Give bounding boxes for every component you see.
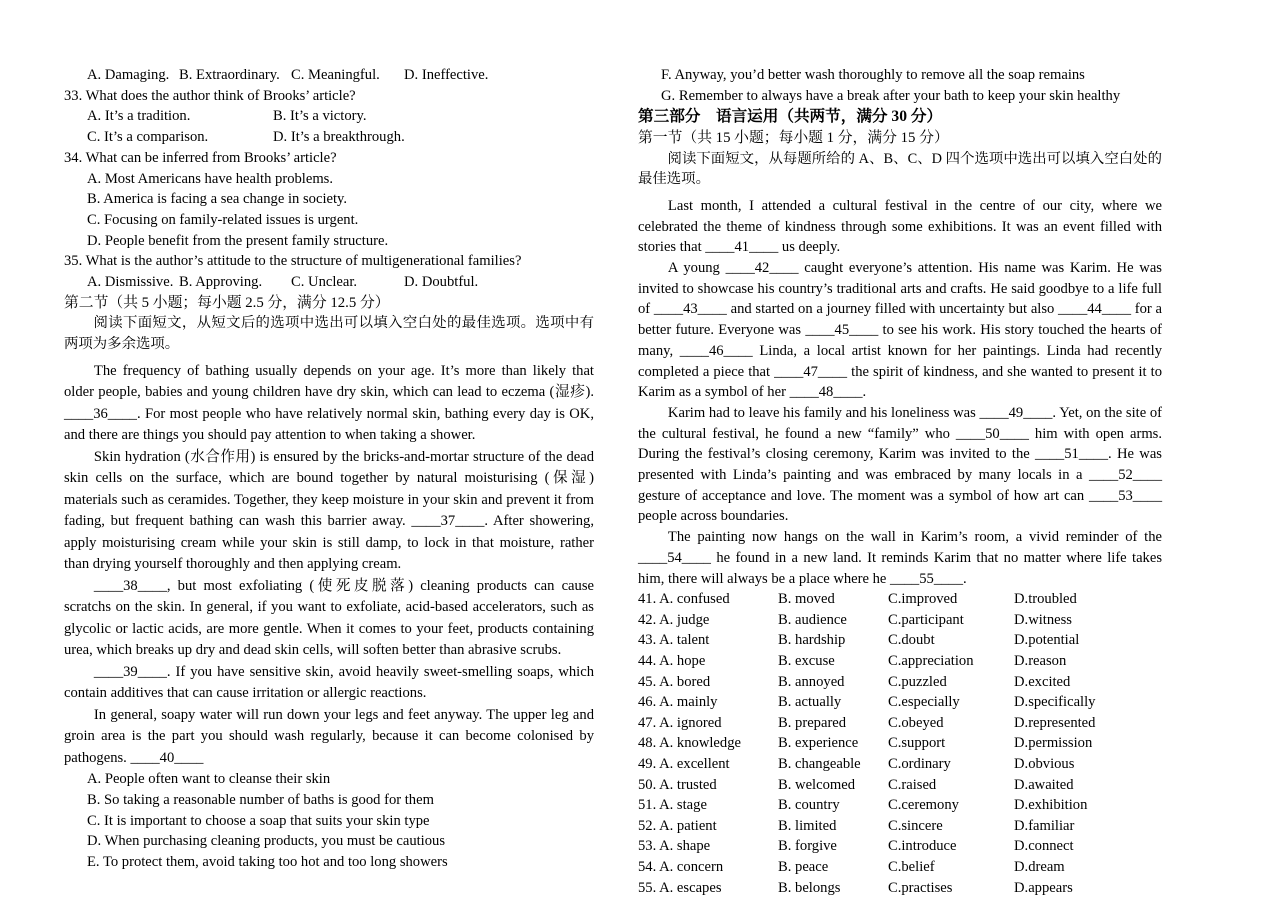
question-number: 47. xyxy=(638,714,657,731)
cloze-option-c: C.improved xyxy=(888,591,958,608)
cloze-row-48 xyxy=(638,733,1162,754)
cloze-options-table xyxy=(638,589,1162,898)
cloze-option-b: B. forgive xyxy=(778,838,837,855)
cloze-option-c: C.ordinary xyxy=(888,756,951,773)
cloze-option-d: D.exhibition xyxy=(1014,797,1088,814)
cloze-option-d: D.excited xyxy=(1014,673,1071,690)
cloze-option-a xyxy=(638,795,778,816)
cloze-option-c: C.raised xyxy=(888,776,937,793)
question-number: 55. xyxy=(638,879,657,896)
cloze-option-c: C.sincere xyxy=(888,817,943,834)
question-35-options-row xyxy=(64,272,594,293)
cloze-option-c: C.belief xyxy=(888,859,935,875)
cloze-option-b: B. changeable xyxy=(778,756,861,773)
cloze-option-d: D.specifically xyxy=(1014,694,1096,711)
cloze-row-54 xyxy=(638,857,1162,878)
cloze-row-53 xyxy=(638,836,1162,857)
question-number: 45. xyxy=(638,673,657,690)
passage-paragraph-5: In general, soapy water will run down your legs and feet anyway. The upper leg and groin area is the part you should wash regularly, because it can become colonised by pathogens. ____40____ xyxy=(64,706,594,766)
section-2-instruction: 阅读下面短文，从短文后的选项中选出可以填入空白处的最佳选项。选项中有两项为多余选项。 xyxy=(64,315,594,353)
cloze-row-46 xyxy=(638,692,1162,713)
cloze-row-42 xyxy=(638,610,1162,631)
cloze-row-51 xyxy=(638,795,1162,816)
question-35-stem: 35. What is the author’s attitude to the structure of multigenerational families? xyxy=(64,253,522,270)
option-a-text: A. confused xyxy=(659,591,730,608)
cloze-row-52 xyxy=(638,816,1162,837)
cloze-option-d: D.reason xyxy=(1014,653,1067,670)
cloze-option-b: B. actually xyxy=(778,694,842,711)
cloze-row-50 xyxy=(638,775,1162,796)
cloze-option-d: D.awaited xyxy=(1014,776,1074,793)
cloze-option-d: D.permission xyxy=(1014,735,1093,752)
cloze-option-d: D.troubled xyxy=(1014,591,1077,608)
option-d: D. Doubtful. xyxy=(404,274,479,291)
option-a-text: A. stage xyxy=(659,797,707,814)
cloze-row-41 xyxy=(638,589,1162,610)
gap-option-d: D. When purchasing cleaning products, you must be cautious xyxy=(87,833,446,850)
question-34-options xyxy=(64,169,594,252)
cloze-option-a xyxy=(638,775,778,796)
cloze-option-a xyxy=(638,836,778,857)
cloze-option-d: D.witness xyxy=(1014,611,1072,628)
cloze-option-a xyxy=(638,754,778,775)
gap-option-a: A. People often want to cleanse their skin xyxy=(87,771,331,788)
cloze-option-c: C.support xyxy=(888,735,946,752)
option-a-text: A. shape xyxy=(659,838,711,855)
question-number: 54. xyxy=(638,859,657,875)
gap-option-c: C. It is important to choose a soap that suits your skin type xyxy=(87,812,430,829)
option-a-text: A. excellent xyxy=(659,756,730,773)
option-d: D. It’s a breakthrough. xyxy=(273,129,405,146)
cloze-option-c: C.puzzled xyxy=(888,673,947,690)
cloze-option-b: B. excuse xyxy=(778,653,835,670)
cloze-row-44 xyxy=(638,651,1162,672)
question-number: 51. xyxy=(638,797,657,814)
question-33-options-row-2 xyxy=(64,127,594,148)
cloze-option-a xyxy=(638,610,778,631)
option-a: A. It’s a tradition. xyxy=(87,108,191,125)
cloze-option-c: C.introduce xyxy=(888,838,957,855)
option-b: B. America is facing a sea change in society. xyxy=(87,191,348,208)
cloze-option-d: D.dream xyxy=(1014,859,1065,875)
option-a: A. Dismissive. xyxy=(87,274,174,291)
cloze-option-a xyxy=(638,878,778,899)
option-a-text: A. knowledge xyxy=(659,735,741,752)
cloze-option-d: D.obvious xyxy=(1014,756,1075,773)
cloze-option-b: B. belongs xyxy=(778,879,841,896)
option-a-text: A. bored xyxy=(659,673,711,690)
option-a-text: A. mainly xyxy=(659,694,718,711)
cloze-option-a xyxy=(638,816,778,837)
question-number: 46. xyxy=(638,694,657,711)
option-c: C. Meaningful. xyxy=(291,67,380,83)
part-3-heading: 第三部分 语言运用（共两节，满分 30 分） xyxy=(638,108,943,126)
cloze-option-c: C.participant xyxy=(888,611,964,628)
cloze-option-d: D.appears xyxy=(1014,879,1073,896)
cloze-option-b: B. moved xyxy=(778,591,835,608)
gap-filling-options-a-e xyxy=(64,769,594,873)
cloze-option-d: D.familiar xyxy=(1014,817,1075,834)
question-number: 41. xyxy=(638,591,657,608)
cloze-option-c: C.especially xyxy=(888,694,960,711)
cloze-option-c: C.doubt xyxy=(888,632,935,649)
cloze-paragraph-1: Last month, I attended a cultural festival in the centre of our city, where we celebrated the theme of kindness through some exhibitions. It was an event filled with stories that ____41____ us deeply. xyxy=(638,197,1162,256)
gap-filling-options-f-g xyxy=(638,65,1162,106)
option-c: C. Unclear. xyxy=(291,274,358,291)
cloze-option-b: B. audience xyxy=(778,611,847,628)
option-a-text: A. escapes xyxy=(659,879,722,896)
cloze-option-d: D.connect xyxy=(1014,838,1074,855)
cloze-row-55 xyxy=(638,878,1162,899)
cloze-row-45 xyxy=(638,672,1162,693)
option-a: A. Damaging. xyxy=(87,67,170,83)
section-1-instruction: 阅读下面短文，从每题所给的 A、B、C、D 四个选项中选出可以填入空白处的最佳选项。 xyxy=(638,150,1162,188)
cloze-paragraph-2: A young ____42____ caught everyone’s attention. His name was Karim. He was invited to showcase his country’s traditional arts and crafts. He said goodbye to a life full of ____43____ and started on a journey filled with uncertainty but also ____44____ for a better future. Everyone was ____45____ to see his work. His story touched the hearts of many, ____46____ Linda, a local artist known for her paintings. Linda had recently completed a piece that ____47____ the spirit of kindness, and she wanted to present it to Karim as a symbol of her ____48____. xyxy=(638,260,1162,401)
cloze-option-b: B. limited xyxy=(778,817,837,834)
cloze-option-a xyxy=(638,733,778,754)
cloze-row-43 xyxy=(638,630,1162,651)
question-number: 43. xyxy=(638,632,657,649)
option-a-text: A. hope xyxy=(659,653,706,670)
cloze-option-c: C.practises xyxy=(888,879,953,896)
gap-option-g: G. Remember to always have a break after your bath to keep your skin healthy xyxy=(661,87,1121,104)
question-32-options-row xyxy=(64,65,594,86)
option-a-text: A. talent xyxy=(659,632,710,649)
cloze-option-b: B. country xyxy=(778,797,840,814)
question-number: 50. xyxy=(638,776,657,793)
option-a: A. Most Americans have health problems. xyxy=(87,170,334,187)
question-33-options-row-1 xyxy=(64,106,594,127)
cloze-option-a xyxy=(638,692,778,713)
option-b: B. Extraordinary. xyxy=(179,67,280,83)
cloze-option-d: D.potential xyxy=(1014,632,1080,649)
question-number: 53. xyxy=(638,838,657,855)
question-number: 42. xyxy=(638,611,657,628)
passage-paragraph-3: ____38____, but most exfoliating (使死皮脱落) cleaning products can cause scratchs on the skin. In general, if you want to exfoliate, acid-based accelerators, such as glycolic or lactic acids, are more gentle. When it comes to your feet, products containing urea, which breaks up dry and dead skin cells, will soften better than abrasive scrubs. xyxy=(64,577,594,659)
right-column xyxy=(638,65,1162,898)
section-2-heading: 第二节（共 5 小题；每小题 2.5 分，满分 12.5 分） xyxy=(64,294,390,311)
question-number: 52. xyxy=(638,817,657,834)
question-number: 44. xyxy=(638,653,657,670)
passage-paragraph-4: ____39____. If you have sensitive skin, avoid heavily sweet-smelling soaps, which contain additives that can cause irritation or allergic reactions. xyxy=(64,663,594,702)
option-d: D. People benefit from the present family structure. xyxy=(87,232,389,249)
option-a-text: A. concern xyxy=(659,859,724,875)
left-column xyxy=(64,65,594,873)
cloze-option-a xyxy=(638,651,778,672)
question-34-stem: 34. What can be inferred from Brooks’ article? xyxy=(64,149,337,166)
cloze-row-47 xyxy=(638,713,1162,734)
cloze-option-a xyxy=(638,630,778,651)
cloze-option-b: B. annoyed xyxy=(778,673,845,690)
question-number: 49. xyxy=(638,756,657,773)
gap-option-e: E. To protect them, avoid taking too hot and too long showers xyxy=(87,854,448,871)
option-c: C. Focusing on family-related issues is urgent. xyxy=(87,211,359,228)
option-d: D. Ineffective. xyxy=(404,67,489,83)
cloze-option-a xyxy=(638,857,778,878)
cloze-option-c: C.appreciation xyxy=(888,653,974,670)
cloze-paragraph-3: Karim had to leave his family and his loneliness was ____49____. Yet, on the site of the cultural festival, he found a new “family” who ____50____ him with open arms. During the festival’s closing ceremony, Karim was invited to the ____51____. He was presented with Linda’s painting and was embraced by many locals in a ____52____ gesture of acceptance and love. The moment was a symbol of how art can ____53____ people across boundaries. xyxy=(638,404,1162,525)
cloze-paragraph-4: The painting now hangs on the wall in Karim’s room, a vivid reminder of the ____54____ he found in a new land. It reminds Karim that no matter where life takes him, there will always be a place where he ____55____. xyxy=(638,529,1162,587)
question-33-stem: 33. What does the author think of Brooks’ article? xyxy=(64,87,356,104)
cloze-row-49 xyxy=(638,754,1162,775)
question-number: 48. xyxy=(638,735,657,752)
cloze-option-a xyxy=(638,672,778,693)
cloze-option-c: C.ceremony xyxy=(888,797,959,814)
option-a-text: A. patient xyxy=(659,817,717,834)
option-a-text: A. trusted xyxy=(659,776,717,793)
cloze-option-b: B. peace xyxy=(778,859,829,875)
cloze-option-a xyxy=(638,589,778,610)
cloze-option-b: B. prepared xyxy=(778,714,847,731)
cloze-option-b: B. hardship xyxy=(778,632,846,649)
cloze-option-b: B. welcomed xyxy=(778,776,856,793)
cloze-option-a xyxy=(638,713,778,734)
gap-option-b: B. So taking a reasonable number of baths is good for them xyxy=(87,792,434,809)
option-a-text: A. ignored xyxy=(659,714,722,731)
passage-paragraph-2: Skin hydration (水合作用) is ensured by the bricks-and-mortar structure of the dead skin cells on the surface, which are bound together by natural moisturising (保湿) materials such as ceramides. Together, they keep moisture in your skin and prevent it from fading, but frequent bathing can wash this barrier away. ____37____. After showering, apply moisturising cream while your skin is still damp, to lock in that moisture, rather than drying yourself thoroughly and then applying cream. xyxy=(64,448,594,573)
option-c: C. It’s a comparison. xyxy=(87,129,209,146)
option-a-text: A. judge xyxy=(659,611,710,628)
passage-paragraph-1: The frequency of bathing usually depends on your age. It’s more than likely that older people, babies and young children have dry skin, which can lead to eczema (湿疹). ____36____. For most people who have relatively normal skin, bathing every day is OK, and there are things you should pay attention to when taking a shower. xyxy=(64,362,594,444)
cloze-option-c: C.obeyed xyxy=(888,714,944,731)
cloze-option-d: D.represented xyxy=(1014,714,1096,731)
section-1-heading: 第一节（共 15 小题；每小题 1 分，满分 15 分） xyxy=(638,129,949,146)
option-b: B. Approving. xyxy=(179,274,263,291)
cloze-option-b: B. experience xyxy=(778,735,859,752)
gap-option-f: F. Anyway, you’d better wash thoroughly to remove all the soap remains xyxy=(661,67,1085,83)
option-b: B. It’s a victory. xyxy=(273,108,367,125)
